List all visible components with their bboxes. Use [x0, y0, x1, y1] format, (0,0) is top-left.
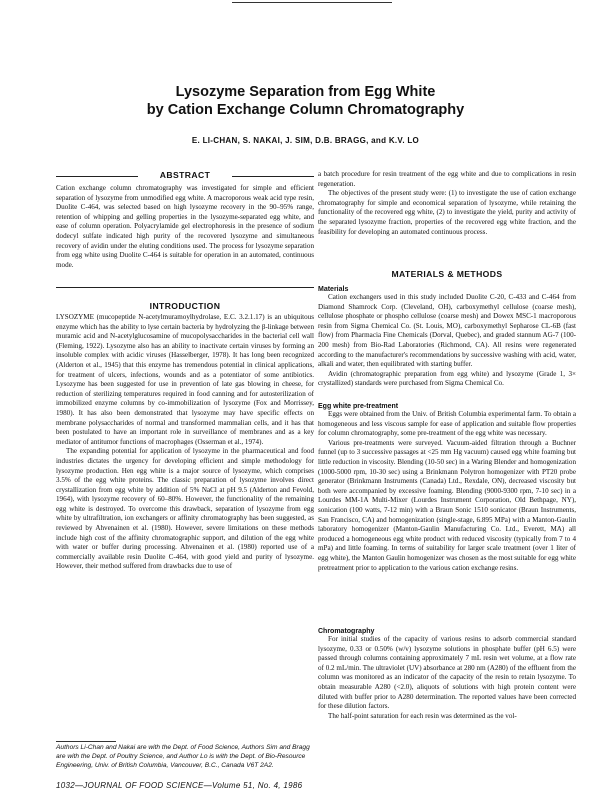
egg-pretreatment-section [318, 403, 576, 573]
author-list: E. LI-CHAN, S. NAKAI, J. SIM, D.B. BRAGG, and K.V. LO [191, 136, 420, 145]
chromatography-subheading: Chromatography [318, 628, 375, 635]
materials-paragraph-1: Cation exchangers used in this study included Duolite C-20, C-433 and C-464 from Diamond Shamrock Corp. (Cleveland, OH), carboxymethyl cellulose (coarse mesh), cellulose phosphate or phospho cellulose (coarse mesh) and Dowex MSC-1 macroporous resin from Sigma Chemical Co. (St. Louis, MO), carboxymethyl Sepharose CL-6B (fast flow) from Pharmacia Fine Chemicals (Dorval, Quebec), and graded stannum AG-7 (100-200 mesh) from Bio-Rad Laboratories (Richmond, CA). All resins were regenerated according to the manufacturer's recommendations by successive washing with acid, water, alkali and water, then equilibrated with starting buffer. [318, 293, 576, 369]
journal-footer: 1032—JOURNAL OF FOOD SCIENCE—Volume 51, No. 4, 1986 [56, 781, 303, 790]
chromatography-paragraph-2: The half-point saturation for each resin was determined as the vol- [328, 711, 517, 720]
abstract-rule-bottom [56, 287, 314, 288]
abstract-heading [56, 170, 314, 182]
egg-paragraph-2: Various pre-treatments were surveyed. Vacuum-aided filtration through a Buchner funnel (up to 3 successive passages at <25 mm Hg vacuum) caused egg white foaming but little reduction in viscosity. Blending (10-50 sec) in a Waring Blender and homogenization (1000-5000 rpm, 10-30 sec) using a Brinkmann Polytron homogenizer with PT20 probe generator (Brinkmann Instruments (Canada) Ltd., Rexdale, ON), decreased viscosity but both were accompanied by excessive foaming. Blending (9000-9300 rpm, 7-10 sec) in a Lourdes MM-1A Multi-Mixer (Lourdes Instrument Corporation, Old Bethpage, NY), sonication (100 watts, 7-12 min) with a Braun Sonic 1510 sonicator (Braun Instruments, San Francisco, CA) and homogenization (single-stage, 6.895 MPa) with a Manton-Gaulin laboratory homogenizer (Manton-Gaulin Manufacturing Co. Ltd., Everett, MA) all produced a homogeneous egg white product with reduced viscosity (typically from 7 to 4 mPa) and little foaming. In terms of suitability for larger scale treatment (over 1 liter of egg white), the Manton Gaulin homogenizer was chosen as the most suitable for egg white pretreatment prior to application to the various cation exchange resins. [318, 438, 576, 572]
intro-paragraph-1: LYSOZYME (mucopeptide N-acetylmuramoylhydrolase, E.C. 3.2.1.17) is an ubiquitous enzyme which has the ability to lyse certain bacteria by hydrolyzing the β-linkage between muramic acid and N-acetylglucosamine of mucopolysaccharides in the bacterial cell wall (Fleming, 1922). Lysozyme also has an ability to inactivate certain viruses by forming an insoluble complex with acidic viruses (Hasselberger, 1978). It has long been recognized (Alderton et al., 1945) that this enzyme has tremendous potential in clinical applications, for treatment of ulcers, infections, wounds and as a potentiator of some antibiotics. Lysozyme has been suggested for use in prevention of late gas blowing in cheese, for reduction of sterilizing temperatures required in food canning and for autosterilization of immobilized enzyme columns by co-immobilization of lysozyme (Fox and Morrissey, 1980). It has also been demonstrated that lysozyme may have specific effects on membrane polysaccharides of normal and transformed mammalian cells, and it has that been postulated to have an important role in surveillance of membranes and as a key mediator of antitumor functions of macrophages (Osserman et al., 1974). [56, 313, 314, 446]
title-line-2: by Cation Exchange Column Chromatography [146, 102, 465, 118]
materials-methods-heading: MATERIALS & METHODS [391, 269, 503, 279]
article-title [0, 83, 611, 119]
footnote-rule [56, 741, 116, 742]
chromatography-section [318, 628, 576, 721]
intro-continuation: a batch procedure for resin treatment of the egg white and due to complications in resin regeneration. [318, 170, 576, 188]
objectives-paragraph: The objectives of the present study were: (1) to investigate the use of cation exchange chromatography for simple and economical separation of lysozyme, while retaining the functionality of the recovered egg white, (2) to investigate the yield, purity and activity of the separated lysozyme fraction, properties of the recovered egg white fraction, and the feasibility for developing an automated continuous process. [318, 189, 576, 236]
materials-paragraph-2: Avidin (chromatographic preparation from egg white) and lysozyme (Grade 1, 3× crystallized) standards were purchased from Sigma Chemical Co. [318, 369, 576, 388]
materials-section [318, 286, 576, 389]
introduction-heading: INTRODUCTION [149, 301, 221, 311]
abstract-paragraph: Cation exchange column chromatography was investigated for simple and efficient separation of lysozyme from unmodified egg white. A macroporous weak acid type resin, Duolite C-464, was selected based on high lysozyme recovery in the 90–95% range, retention of whipping and gelling properties in the lysozyme-separated egg white, and ease of column operation. Polyacrylamide gel electrophoresis in the presence of sodium dodecyl sulfate indicated high purity of the recovered lysozyme and simultaneous recovery of avidin under the eluting conditions used. The process for lysozyme separation from egg white using Duolite C-464 is suitable for operation in an automated, continuous mode. [56, 184, 314, 269]
author-affiliation-footnote: Authors Li-Chan and Nakai are with the Dept. of Food Science, Authors Sim and Bragg are with the Dept. of Poultry Science, and Author Lo is with the Dept. of Bio-Resource Engineering, Univ. of British Columbia, Vancouver, B.C., Canada V6T 2A2. [56, 744, 310, 769]
materials-subheading: Materials [318, 286, 349, 293]
introduction-body [56, 313, 314, 572]
egg-pretreatment-subheading: Egg white pre-treatment [318, 403, 399, 410]
abstract-label: ABSTRACT [159, 170, 211, 180]
header-rule [232, 2, 392, 3]
abstract-rule-right [232, 176, 314, 177]
abstract-body [56, 184, 314, 270]
egg-paragraph-1: Eggs were obtained from the Univ. of British Columbia experimental farm. To obtain a homogeneous and less viscous sample for ease of application and suitable flow properties for column chromatography, some pre-treatment of the egg white was necessary. [318, 410, 576, 438]
intro-paragraph-2: The expanding potential for application of lysozyme in the pharmaceutical and food industries dictates the urgency for developing efficient and simple methodology for lysozyme production. Hen egg white is a major source of lysozyme, which comprises 3.5% of the egg white proteins. The classic preparation of lysozyme involves direct crystallization from egg white by addition of 5% NaCl at pH 9.5 (Alderton and Fevold, 1964), with lysozyme recovery of 60–80%. However, the functionality of the remaining egg white is destroyed. To overcome this drawback, separation of lysozyme from egg white by ultrafiltration, ion exchangers or affinity chromatography has been suggested, as reviewed by Ahvenainen et al. (1980). However, severe limitations on these methods include high cost of the affinity chromatographic support, and dilution of the egg white with water or buffer during processing. Ahvenainen et al. (1980) reported use of a commercially available resin Duolite C-464, with good yield and purity of lysozyme. However, their method suffered from drawbacks due to use of [56, 447, 314, 571]
chromatography-paragraph-1: For initial studies of the capacity of various resins to adsorb commercial standard lysozyme, 0.33 or 0.50% (w/v) lysozyme solutions in phosphate buffer (pH 6.5) were passed through columns containing approximately 7 mL resin wet volume, at a flow rate of 0.2 mL/min. The ultraviolet (UV) absorbance at 280 nm (A280) of the effluent from the column was monitored as an indicator of the capacity of the resin to retain lysozyme. To obtain measurable A280 (<2.0), aliquots of solutions with high protein content were diluted with buffer prior to A280 determination. The reported values have been corrected for these dilution factors. [318, 635, 576, 711]
title-line-1: Lysozyme Separation from Egg White [175, 84, 436, 100]
right-column-intro [318, 170, 576, 237]
